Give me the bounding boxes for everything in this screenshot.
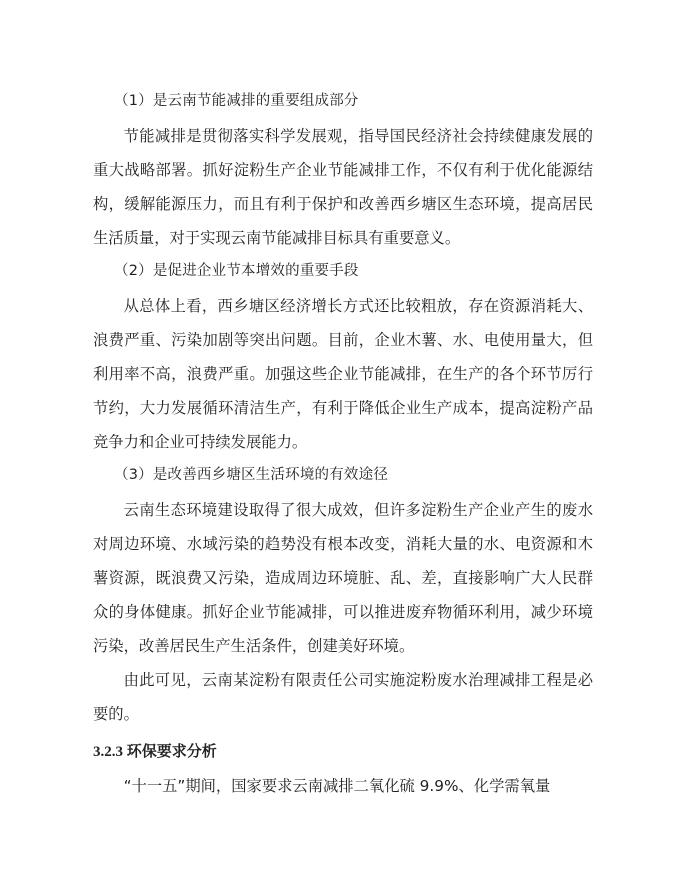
paragraph-3: 云南生态环境建设取得了很大成效，但许多淀粉生产企业产生的废水对周边环境、水域污染的趋势没有根本改变，消耗大量的水、电资源和木薯资源，既浪费又污染，造成周边环境脏、乱、差，直接影响广大人民群众的身体健康。抓好企业节能减排，可以推进废弃物循环利用，减少环境污染，改善居民生产生活条件，创建美好环境。 <box>93 501 593 655</box>
subheading-2: （2）是促进企业节本增效的重要手段 <box>114 263 359 279</box>
subheading-1: （1）是云南节能减排的重要组成部分 <box>114 93 359 109</box>
paragraph-5: “十一五”期间，国家要求云南减排二氧化硫 9.9%、化学需氧量 <box>123 777 551 795</box>
subheading-3: （3）是改善西乡塘区生活环境的有效途径 <box>114 467 389 483</box>
section-heading: 3.2.3 环保要求分析 <box>93 744 217 760</box>
paragraph-4: 由此可见，云南某淀粉有限责任公司实施淀粉废水治理减排工程是必要的。 <box>93 671 593 723</box>
paragraph-2: 从总体上看，西乡塘区经济增长方式还比较粗放，存在资源消耗大、浪费严重、污染加剧等突出问题。目前，企业木薯、水、电使用量大，但利用率不高，浪费严重。加强这些企业节能减排，在生产的各个环节厉行节约，大力发展循环清洁生产，有利于降低企业生产成本，提高淀粉产品竞争力和企业可持续发展能力。 <box>93 297 593 451</box>
paragraph-1: 节能减排是贯彻落实科学发展观，指导国民经济社会持续健康发展的重大战略部署。抓好淀粉生产企业节能减排工作，不仅有利于优化能源结构，缓解能源压力，而且有利于保护和改善西乡塘区生态环境，提高居民生活质量，对于实现云南节能减排目标具有重要意义。 <box>93 127 593 247</box>
document-body <box>93 88 593 803</box>
